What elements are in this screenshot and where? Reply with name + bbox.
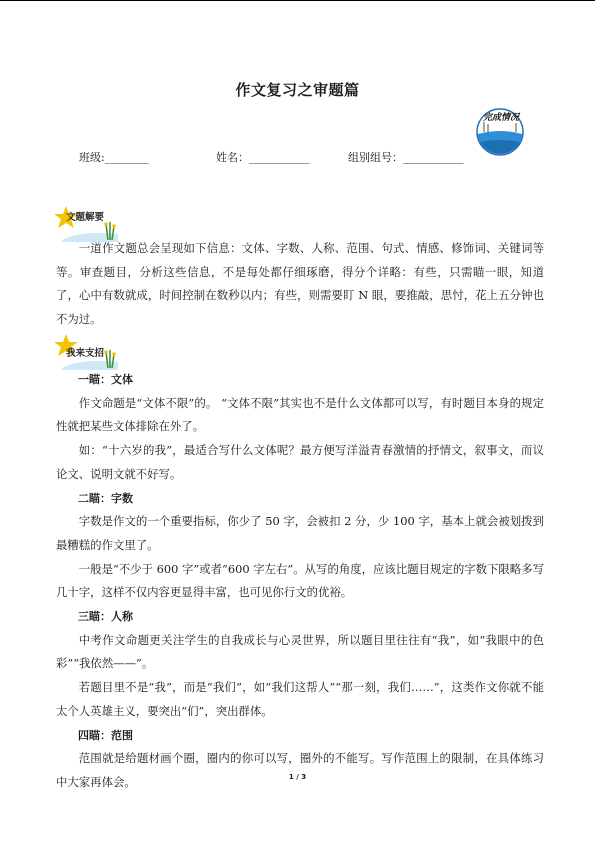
section1-paragraph: 一道作文题总会呈现如下信息：文体、字数、人称、范围、句式、情感、修饰词、关键词等等。审查题目，分析这些信息，不是每处都仔细琢磨，得分个详略：有些，只需瞄一眼，知道了，心中有数就成，时间控制在数秒以内；有些，则需要盯 N 眼，要推敲，思忖，花上五分钟也不为过。 bbox=[56, 241, 544, 327]
section-label-wolaizhizhao: 我来支招 bbox=[66, 348, 105, 359]
paragraph: 范围就是给题材画个圈，圈内的你可以写，圈外的不能写。写作范围上的限制，在具体练习中大家再体会。 bbox=[56, 751, 544, 789]
paragraph: 作文命题是“文体不限”的。 “文体不限”其实也不是什么文体都可以写，有时题目本身的规定性就把某些文体排除在外了。 bbox=[56, 395, 544, 434]
subsection-heading: 三瞄：人称 bbox=[78, 610, 133, 624]
name-field: 姓名：___________ bbox=[216, 151, 310, 164]
class-field: 班级:________ bbox=[79, 151, 149, 164]
section-label-wentijieyao: 文题解要 bbox=[66, 212, 105, 223]
group-field: 组别组号：___________ bbox=[348, 151, 464, 164]
top-rule bbox=[0, 0, 595, 1]
page-number: 1 / 3 bbox=[288, 773, 307, 781]
paragraph: 中考作文命题更关注学生的自我成长与心灵世界，所以题目里往往有“我”，如“我眼中的色彩”“我依然——”。 bbox=[56, 632, 544, 671]
section1-body bbox=[56, 237, 544, 332]
paragraph: 如：“十六岁的我”，最适合写什么文体呢？最方便写洋溢青春激情的抒情文，叙事文，而议论文、说明文就不好写。 bbox=[56, 443, 544, 481]
paragraph: 字数是作文的一个重要指标，你少了 50 字，会被扣 2 分，少 100 字，基本上就会被划拨到最糟糕的作文里了。 bbox=[56, 514, 544, 552]
page-title: 作文复习之审题篇 bbox=[235, 81, 360, 99]
section2-body bbox=[56, 368, 544, 795]
subsection-heading: 一瞄：文体 bbox=[78, 373, 133, 386]
paragraph: 若题目里不是“我”，而是“我们”，如“我们这帮人”“那一刻，我们……”，这类作文你就不能太个人英雄主义，要突出“们”，突出群体。 bbox=[56, 680, 544, 718]
subsection-heading: 二瞄：字数 bbox=[78, 491, 133, 505]
subsection-heading: 四瞄：范围 bbox=[78, 728, 133, 742]
paragraph: 一般是“不少于 600 字”或者“600 字左右”。从写的角度，应该比题目规定的字数下限略多写几十字，这样不仅内容更显得丰富，也可见你行文的优裕。 bbox=[56, 561, 544, 600]
completion-badge-text: 完成情况 bbox=[482, 113, 519, 123]
